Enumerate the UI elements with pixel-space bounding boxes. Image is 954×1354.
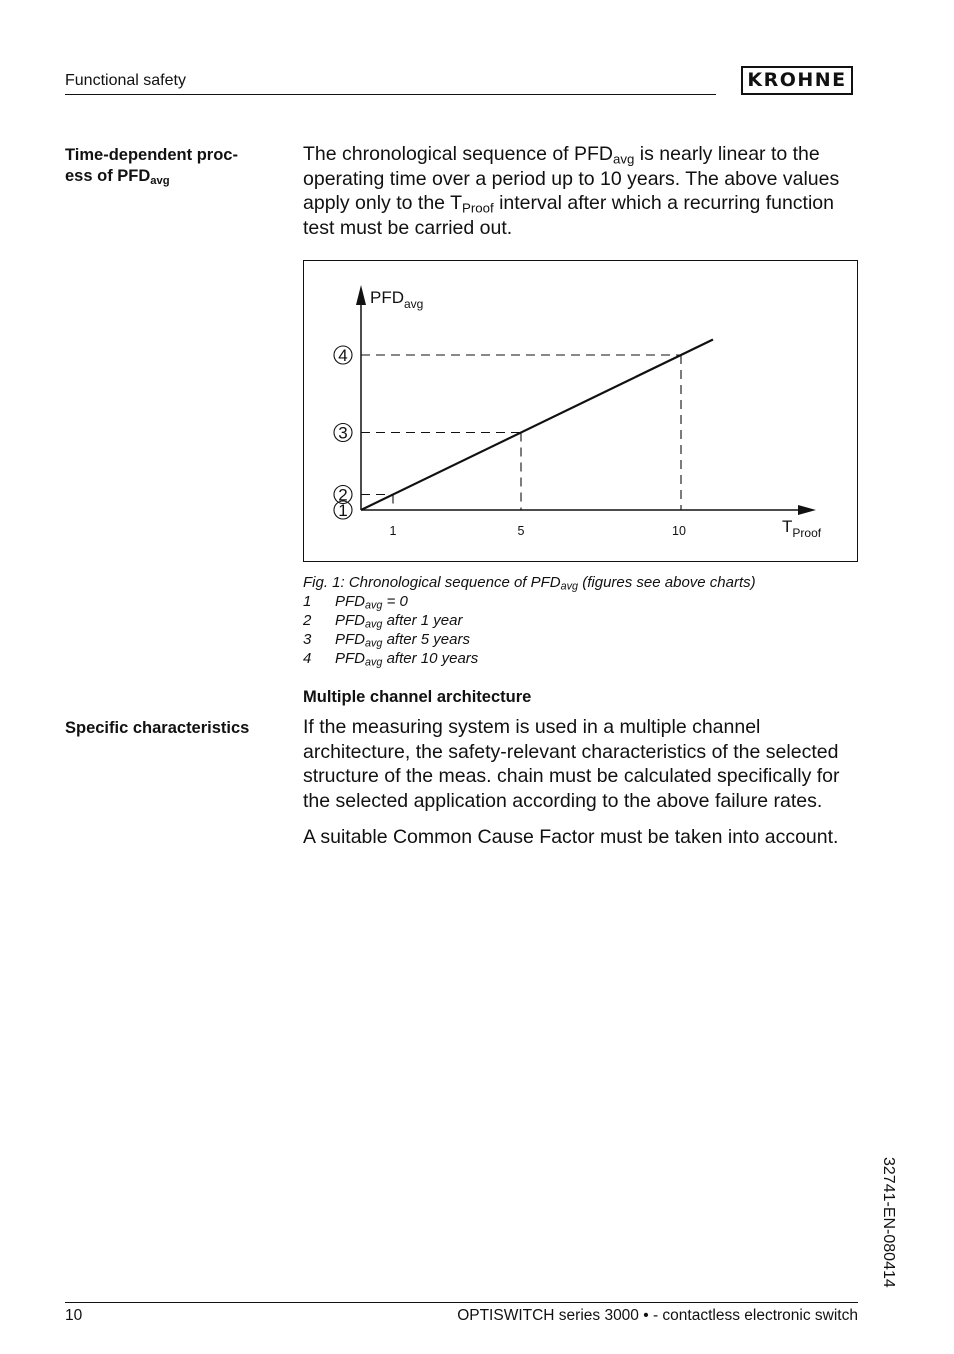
footer-title: OPTISWITCH series 3000 • - contactless electronic switch [457,1307,858,1324]
header-rule [65,94,716,95]
caption-item: 1 $PFD_{avg} = 0$ [303,593,408,612]
side-heading-line1: Time-dependent proc- [65,146,238,164]
x-tick-label: 1 [389,524,397,538]
figure-caption [303,573,863,668]
page-number: 10 [65,1307,83,1324]
caption-item: 4 $PFD_{avg}$ after 10 years [303,650,479,669]
marker-label-3: 3 [338,423,348,443]
pfd-trend-line [361,340,713,511]
y-axis-label: $PFD_{avg}$ [370,288,424,311]
side-heading-specific: Specific characteristics [65,719,250,737]
footer-rule [65,1302,858,1303]
logo-text: KROHNE [747,69,847,91]
x-axis-label: $T_{Proof}$ [782,517,822,540]
pfd-chart-frame [303,260,858,562]
marker-label-4: 4 [338,346,348,365]
x-tick-label: 5 [517,524,525,538]
document-id: 32741-EN-080414 [880,1157,897,1288]
x-axis-arrow [798,505,816,515]
common-cause-paragraph: A suitable Common Cause Factor must be taken into account. [303,826,839,848]
subheading-multiple-channel: Multiple channel architecture [303,688,532,706]
y-axis-arrow [356,285,366,305]
intro-paragraph: The chronological sequence of $PFD_{avg}$ is nearly linear to the operating time over a period up to 10 years. The above values apply only to the $T_{Proof}$ interval after which a recurring function test must be carried out. [303,143,840,239]
krohne-logo [741,66,853,95]
side-heading-line2: ess of $PFD_{avg}$ [65,167,170,187]
caption-item: 2 $PFD_{avg}$ after 1 year [303,612,463,631]
multiple-channel-paragraph: If the measuring system is used in a multiple channel architecture, the safety-relevant characteristics of the selected structure of the meas. chain must be calculated specifically for the selected application according to the above failure rates. [303,716,840,812]
marker-label-2: 2 [338,485,348,505]
pfd-chart [304,261,857,561]
marker-label-1: 1 [338,501,348,520]
x-tick-label: 10 [672,524,686,538]
header-section-title: Functional safety [65,72,186,89]
side-heading-time-dependent [65,145,238,187]
caption-title: Fig. 1: Chronological sequence of $PFD_{avg}$ (figures see above charts) [303,574,756,593]
caption-item: 3 $PFD_{avg}$ after 5 years [303,631,470,650]
